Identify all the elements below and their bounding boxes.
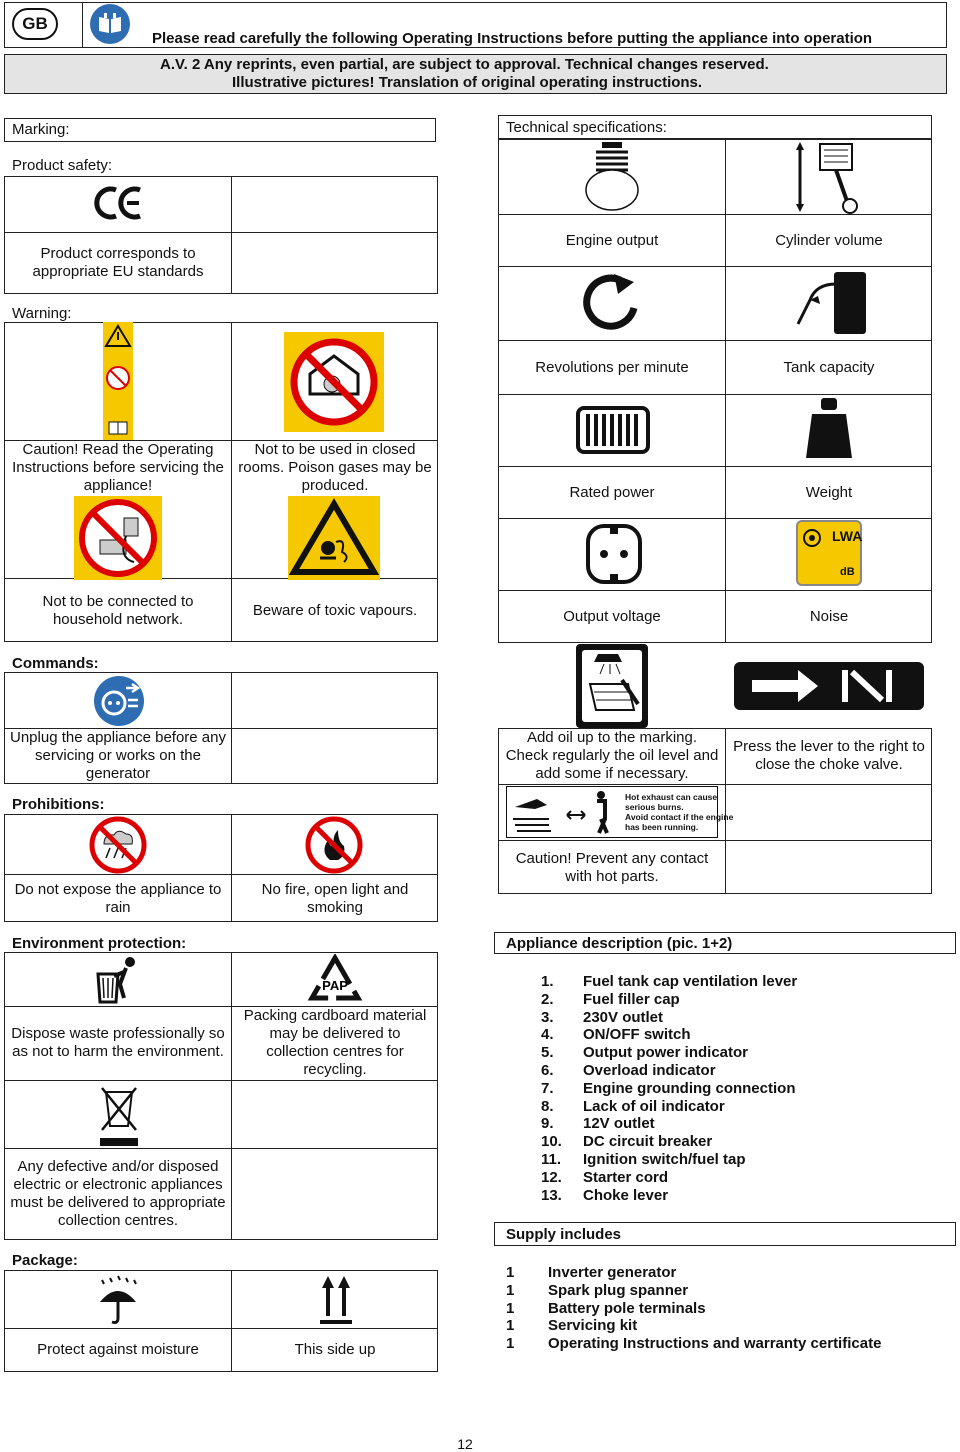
warning-caption-toxic: Beware of toxic vapours.: [252, 602, 418, 619]
choke-lever-icon: [734, 662, 924, 710]
supply-title: Supply includes: [506, 1226, 622, 1243]
list-item: 1 Servicing kit: [506, 1317, 638, 1335]
umbrella-icon: [96, 1272, 140, 1330]
list-item: 2. Fuel filler cap: [541, 990, 680, 1008]
no-fire-caption: No fire, open light and smoking: [261, 881, 409, 916]
hot-sign-text-2: serious burns.: [625, 802, 684, 812]
list-item: 7. Engine grounding connection: [541, 1079, 796, 1097]
tech-cylinder-volume: Cylinder volume: [775, 232, 883, 249]
hot-sign-text-3: Avoid contact if the engine: [625, 812, 734, 822]
moisture-caption: Protect against moisture: [37, 1341, 199, 1358]
list-item: 13. Choke lever: [541, 1186, 669, 1204]
tech-weight: Weight: [805, 484, 853, 501]
list-item: 1 Operating Instructions and warranty certificate: [506, 1335, 882, 1353]
toxic-vapours-icon: [288, 496, 380, 580]
prohibitions-label: Prohibitions:: [12, 796, 105, 813]
hot-parts-sign: [506, 786, 734, 838]
no-rain-icon: [88, 816, 148, 878]
unplug-command-icon: [92, 674, 146, 732]
list-item: 6. Overload indicator: [541, 1061, 716, 1079]
weee-bin-icon: [96, 1082, 142, 1152]
tech-engine-output: Engine output: [565, 232, 659, 249]
product-safety-label: Product safety:: [12, 157, 113, 174]
no-closed-rooms-icon: [284, 332, 384, 432]
header-note-2: Illustrative pictures! Translation of original operating instructions.: [232, 74, 703, 91]
list-item: 10. DC circuit breaker: [541, 1133, 713, 1151]
pap-recycling-icon: [304, 954, 366, 1010]
no-rain-caption: Do not expose the appliance to rain: [14, 881, 222, 916]
unplug-caption: Unplug the appliance before any servicing or works on the generator: [10, 729, 226, 782]
list-item: 1 Battery pole terminals: [506, 1299, 706, 1317]
weight-icon: [804, 396, 854, 466]
warning-caption-household: Not to be connected to household network.: [42, 593, 194, 628]
header: [4, 2, 947, 94]
supply-list: [506, 1264, 946, 1353]
list-item: 1. Fuel tank cap ventilation lever: [541, 973, 798, 990]
hot-sign-text-1: Hot exhaust can cause: [625, 792, 718, 802]
appliance-list: [541, 973, 941, 1204]
this-side-up-icon: [316, 1272, 356, 1330]
read-manual-warning-icon: [103, 322, 133, 440]
engine-output-icon: [582, 140, 642, 216]
manual-book-icon: [90, 4, 130, 44]
list-item: 5. Output power indicator: [541, 1044, 748, 1062]
no-fire-icon: [304, 816, 364, 878]
commands-label: Commands:: [12, 655, 99, 672]
upside-caption: This side up: [294, 1341, 376, 1358]
noise-icon-lwa: LWA: [832, 528, 863, 544]
marking-label: Marking:: [12, 121, 70, 138]
rated-power-icon: [574, 400, 652, 464]
cylinder-volume-icon: [792, 138, 864, 220]
warning-caption-read-manual: Caution! Read the Operating Instructions before servicing the appliance!: [12, 441, 224, 494]
header-note-1: A.V. 2 Any reprints, even partial, are subject to approval. Technical changes reserved.: [160, 56, 769, 73]
list-item: 1 Spark plug spanner: [506, 1281, 689, 1299]
warning-label: Warning:: [12, 305, 72, 322]
add-oil-icon: [576, 644, 648, 728]
tech-tank-capacity: Tank capacity: [783, 359, 875, 376]
appliance-title: Appliance description (pic. 1+2): [506, 935, 733, 952]
lang-badge: GB: [12, 8, 58, 40]
electric-caption: Any defective and/or disposed electric or electronic appliances must be delivered to appropriate collection centres.: [10, 1158, 226, 1229]
noise-icon-db: dB: [840, 566, 855, 578]
header-title: Please read carefully the following Operating Instructions before putting the appliance into operation: [152, 30, 873, 47]
noise-icon: [796, 520, 862, 586]
waste-disposal-icon: [90, 954, 146, 1010]
list-item: 4. ON/OFF switch: [541, 1026, 691, 1044]
package-label: Package:: [12, 1252, 78, 1269]
list-item: 3. 230V outlet: [541, 1008, 664, 1026]
no-household-network-icon: [74, 496, 162, 580]
tech-output-voltage: Output voltage: [563, 608, 661, 625]
list-item: 8. Lack of oil indicator: [541, 1097, 725, 1115]
packing-caption: Packing cardboard material may be delivered to collection centres for recycling.: [243, 1007, 427, 1078]
list-item: 9. 12V outlet: [541, 1115, 655, 1133]
tech-rpm: Revolutions per minute: [535, 359, 689, 376]
hot-caption: Caution! Prevent any contact with hot parts.: [515, 850, 709, 885]
tech-rated-power: Rated power: [569, 484, 655, 501]
list-item: 12. Starter cord: [541, 1168, 669, 1186]
warning-caption-closed-rooms: Not to be used in closed rooms. Poison gases may be produced.: [238, 441, 432, 494]
tech-label: Technical specifications:: [506, 119, 667, 136]
choke-caption: Press the lever to the right to close the choke valve.: [733, 738, 925, 773]
tank-capacity-icon: [790, 270, 870, 340]
pap-label: PAP: [322, 978, 348, 993]
tech-noise: Noise: [809, 608, 849, 625]
ce-caption: Product corresponds to appropriate EU standards: [32, 245, 204, 280]
list-item: 1 Inverter generator: [506, 1264, 677, 1281]
oil-caption: Add oil up to the marking. Check regularly the oil level and add some if necessary.: [505, 729, 719, 782]
ce-mark-icon: [94, 184, 146, 226]
output-voltage-icon: [584, 522, 644, 590]
page-number: 12: [457, 1436, 473, 1452]
waste-caption: Dispose waste professionally so as not to harm the environment.: [11, 1025, 225, 1060]
hot-sign-text-4: has been running.: [625, 822, 699, 832]
rpm-icon: [580, 272, 644, 340]
environment-label: Environment protection:: [12, 935, 187, 952]
list-item: 11. Ignition switch/fuel tap: [541, 1150, 746, 1168]
